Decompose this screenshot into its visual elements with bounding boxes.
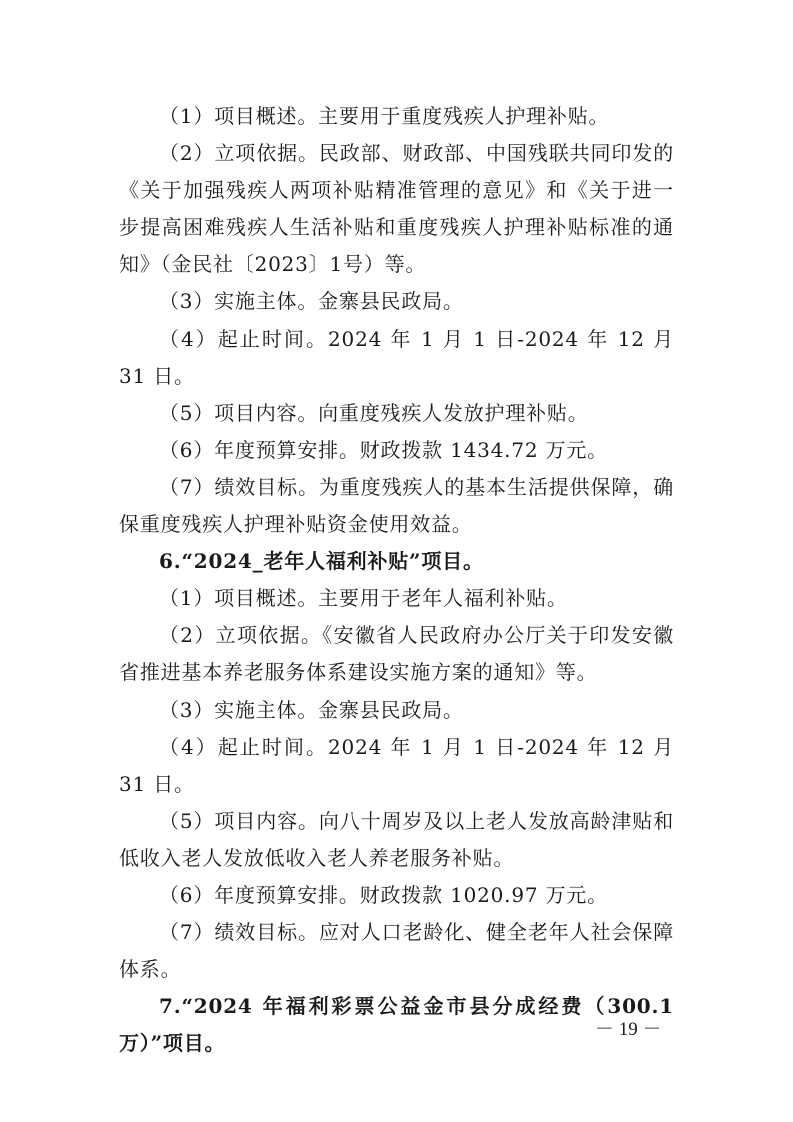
section-heading-7: 7.“2024 年福利彩票公益金市县分成经费（300.1 万）”项目。 — [119, 994, 674, 1056]
paragraph-1-content: （5）项目内容。向重度残疾人发放护理补贴。 — [159, 400, 589, 425]
document-body — [119, 98, 674, 1062]
paragraph-6-content: （5）项目内容。向八十周岁及以上老人发放高龄津贴和低收入老人发放低收入老人养老服务补贴。 — [119, 808, 674, 870]
paragraph-6-period: （4）起止时间。2024 年 1 月 1 日-2024 年 12 月 31 日。 — [119, 734, 674, 796]
paragraph-1-implementer: （3）实施主体。金寨县民政局。 — [159, 289, 464, 314]
page-number: － 19 － — [595, 1019, 662, 1040]
paragraph-6-goal: （7）绩效目标。应对人口老龄化、健全老年人社会保障体系。 — [119, 920, 674, 982]
paragraph-6-basis: （2）立项依据。《安徽省人民政府办公厅关于印发安徽省推进基本养老服务体系建设实施方案的通知》等。 — [119, 623, 674, 685]
paragraph-6-budget: （6）年度预算安排。财政拨款 1020.97 万元。 — [159, 882, 608, 907]
paragraph-6-overview: （1）项目概述。主要用于老年人福利补贴。 — [159, 586, 568, 611]
paragraph-1-overview: （1）项目概述。主要用于重度残疾人护理补贴。 — [159, 104, 610, 128]
section-heading-6: 6.“2024_老年人福利补贴”项目。 — [159, 549, 484, 574]
paragraph-1-goal: （7）绩效目标。为重度残疾人的基本生活提供保障，确保重度残疾人护理补贴资金使用效益。 — [119, 474, 674, 537]
paragraph-1-period: （4）起止时间。2024 年 1 月 1 日-2024 年 12 月 31 日。 — [119, 326, 674, 388]
paragraph-1-basis: （2）立项依据。民政部、财政部、中国残联共同印发的《关于加强残疾人两项补贴精准管理的意见》和《关于进一步提高困难残疾人生活补贴和重度残疾人护理补贴标准的通知》（金民社〔2023〕1号）等。 — [119, 141, 674, 277]
paragraph-1-budget: （6）年度预算安排。财政拨款 1434.72 万元。 — [159, 437, 608, 462]
paragraph-6-implementer: （3）实施主体。金寨县民政局。 — [159, 697, 464, 722]
